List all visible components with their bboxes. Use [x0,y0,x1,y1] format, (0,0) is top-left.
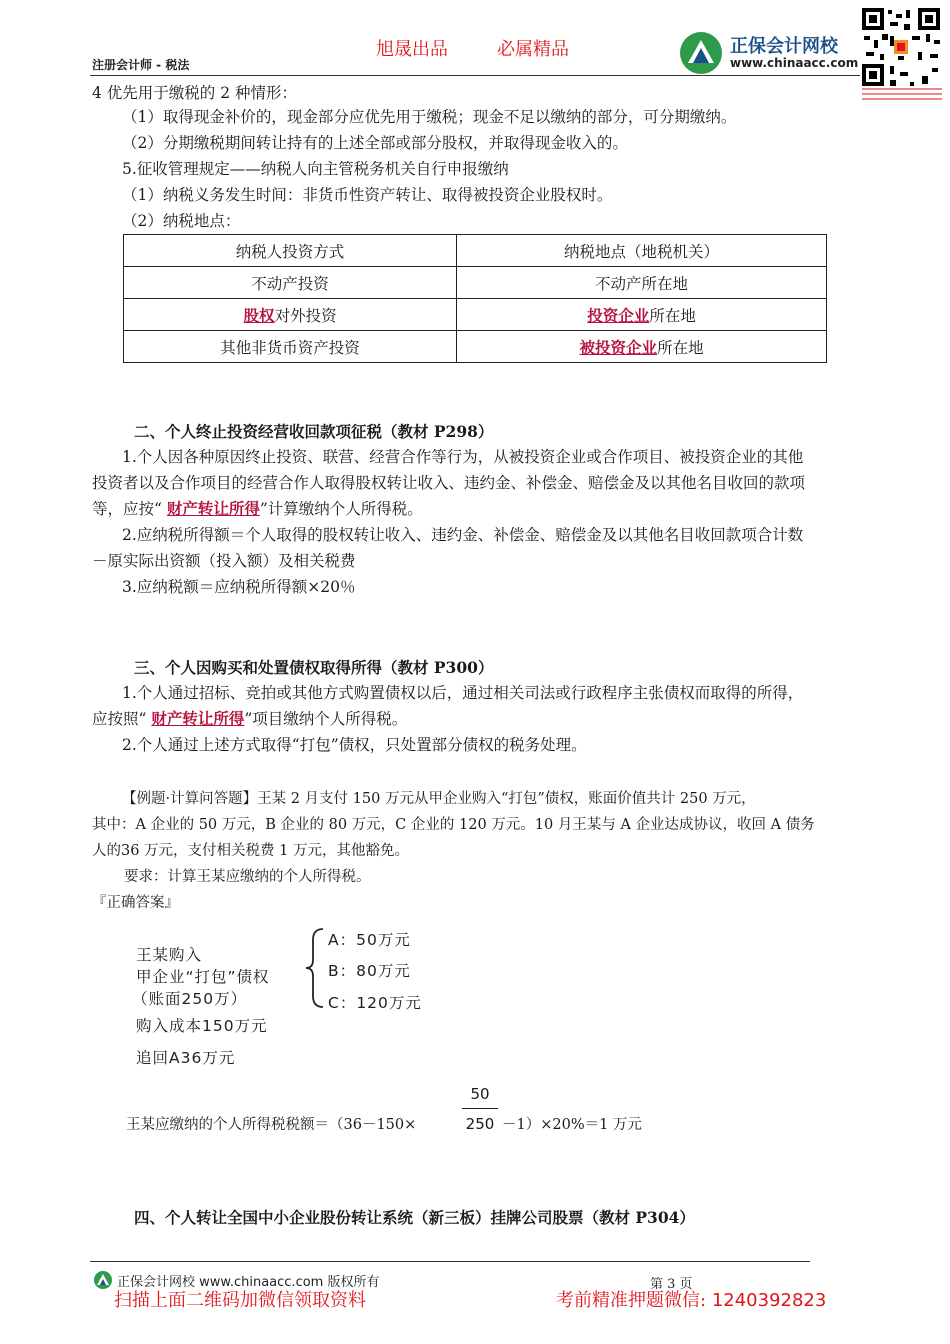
table-header-cell: 纳税人投资方式 [124,235,457,267]
intro-item-5-2: （2）纳税地点： [122,212,241,230]
footer-page-number: 第 3 页 [650,1277,693,1292]
promo-label: 考前精准押题微信: [556,1290,707,1311]
handwritten-branch-c: C：120万元 [328,994,422,1012]
header-slogan-left: 旭晟出品 [376,39,448,60]
handwritten-branch-b: B：80万元 [328,962,411,980]
handwritten-line-1: 王某购入 [136,946,203,964]
qr-caption-lines [862,88,942,100]
example-line-1: 【例题·计算问答题】王某 2 月支付 150 万元从甲企业购入“打包”债权，账面价值共计 250 万元， [122,791,756,807]
highlight-term: 投资企业 [587,305,650,325]
text-fragment: ”计算缴纳个人所得税。 [259,500,423,518]
header-slogan-right: 必属精品 [497,39,569,60]
handwritten-line-4: 购入成本150万元 [136,1017,268,1035]
intro-item-1: （1）取得现金补价的，现金部分应优先用于缴税；现金不足以缴纳的部分，可分期缴纳。 [122,108,737,126]
footer-logo-icon [93,1270,113,1290]
section-3-para-1-line-2 [92,706,407,732]
intro-line-5: 5.征收管理规定——纳税人向主管税务机关自行申报缴纳 [122,160,509,178]
table-header-row [124,235,827,267]
table-cell: 不动产投资 [124,267,457,299]
section-3-para-1-line-1: 1.个人通过招标、竞拍或其他方式购置债权以后，通过相关司法或行政程序主张债权而取得的所得， [122,684,804,702]
table-cell: 其他非货币资产投资 [124,331,457,363]
qr-code[interactable] [860,6,942,88]
brand-url: www.chinaacc.com [730,56,859,70]
intro-item-2: （2）分期缴税期间转让持有的上述全部或部分股权，并取得现金收入的。 [122,134,628,152]
cell-text: 所在地 [657,338,704,357]
footer-promo-left: 扫描上面二维码加微信领取资料 [114,1290,366,1311]
fraction-bar [462,1108,498,1109]
text-fragment: 应按照“ [92,710,152,728]
brand-logo-icon [678,30,724,76]
fraction-numerator: 50 [470,1085,490,1103]
table-row [124,299,827,331]
table-row [124,331,827,363]
header-subject: 注册会计师 - 税法 [92,58,190,72]
table-cell [457,331,827,363]
highlight-term: 财产转让所得 [151,709,245,728]
brand-name: 正保会计网校 [730,36,838,57]
fraction-denominator: 250 [465,1115,495,1133]
highlight-term: 财产转让所得 [166,499,260,518]
footer-rule [90,1261,810,1262]
example-line-2: 其中：A 企业的 50 万元，B 企业的 80 万元，C 企业的 120 万元。10 月王某与 A 企业达成协议，收回 A 债务 [92,817,815,833]
formula-suffix: －1）×20%＝1 万元 [502,1117,642,1133]
footer-promo-right [556,1286,826,1312]
handwritten-line-3: （账面250万） [132,990,248,1008]
brand-logo[interactable] [678,30,858,75]
handwritten-line-2: 甲企业“打包”债权 [136,968,270,986]
brace-icon [303,926,327,1010]
table-cell [124,299,457,331]
footer-copyright: 正保会计网校 www.chinaacc.com 版权所有 [117,1275,380,1290]
section-2-para-2-line-2: －原实际出资额（投入额）及相关税费 [92,552,356,570]
promo-wechat-number: 1240392823 [711,1290,827,1311]
handwritten-line-5: 追回A36万元 [136,1049,236,1067]
intro-item-5-1: （1）纳税义务发生时间：非货币性资产转让、取得被投资企业股权时。 [122,186,613,204]
formula-prefix: 王某应缴纳的个人所得税税额＝（36－150× [126,1117,417,1133]
section-2-title: 二、个人终止投资经营收回款项征税（教材 P298） [134,422,494,441]
table-row [124,267,827,299]
section-3-para-2: 2.个人通过上述方式取得“打包”债权，只处置部分债权的税务处理。 [122,736,587,754]
section-2-para-3: 3.应纳税额＝应纳税所得额×20％ [122,578,356,596]
section-2-para-1-line-2: 投资者以及合作项目的经营合作人取得股权转让收入、违约金、补偿金、赔偿金及以其他名目收回的款项 [92,474,806,492]
table-header-cell: 纳税地点（地税机关） [457,235,827,267]
section-2-para-2-line-1: 2.应纳税所得额＝个人取得的股权转让收入、违约金、补偿金、赔偿金及以其他名目收回款项合计数 [122,526,804,544]
intro-line-4: 4 优先用于缴税的 2 种情形： [92,84,298,102]
handwritten-branch-a: A：50万元 [328,931,411,949]
example-line-3: 人的36 万元，支付相关税费 1 万元，其他豁免。 [92,843,410,859]
correct-answer-label: 『正确答案』 [92,895,179,911]
section-3-title: 三、个人因购买和处置债权取得所得（教材 P300） [134,658,494,677]
tax-location-table [123,234,827,363]
fraction [462,1082,498,1136]
section-2-para-1-line-1: 1.个人因各种原因终止投资、联营、经营合作等行为，从被投资企业或合作项目、被投资企业的其他 [122,448,804,466]
highlight-term: 被投资企业 [579,337,658,357]
qr-code-icon [860,6,942,88]
cell-text: 所在地 [649,306,696,325]
header-rule [90,75,870,76]
section-2-para-1-line-3 [92,496,423,522]
cell-text: 对外投资 [274,306,337,325]
highlight-term: 股权 [243,305,275,325]
table-cell: 不动产所在地 [457,267,827,299]
section-4-title: 四、个人转让全国中小企业股份转让系统（新三板）挂牌公司股票（教材 P304） [134,1208,695,1227]
text-fragment: ”项目缴纳个人所得税。 [244,710,408,728]
example-requirement: 要求：计算王某应缴纳的个人所得税。 [124,869,371,885]
table-cell [457,299,827,331]
text-fragment: 等，应按“ [92,500,167,518]
